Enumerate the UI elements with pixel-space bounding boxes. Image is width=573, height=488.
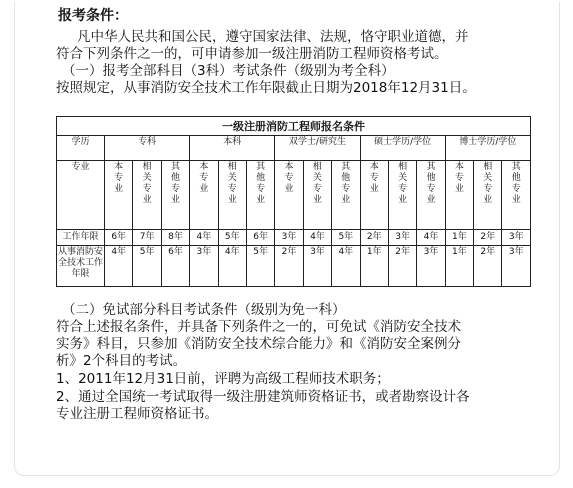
major-type-cell: [445, 161, 473, 230]
major-type-cell: [303, 161, 331, 230]
major-type-cell: [161, 161, 189, 230]
work-years-cell: 6年: [246, 230, 274, 246]
education-level-header: 本科: [190, 136, 275, 161]
exempt-years-cell: 1年: [445, 246, 473, 287]
major-type-cell: [246, 161, 274, 230]
work-years-cell: 5年: [218, 230, 246, 246]
work-years-cell: 7年: [133, 230, 161, 246]
exempt-years-cell: 2年: [388, 246, 416, 287]
work-years-cell: 5年: [332, 230, 360, 246]
major-type-label: 本专业: [284, 162, 294, 194]
exempt-years-cell: 6年: [161, 246, 189, 287]
work-years-cell: 4年: [417, 230, 445, 246]
major-type-cell: [417, 161, 445, 230]
exempt-years-cell: 4年: [332, 246, 360, 287]
major-type-label: 相关专业: [398, 162, 408, 205]
table-title: 一级注册消防工程师报名条件: [57, 117, 531, 136]
para1-line1: 凡中华人民共和国公民，遵守国家法律、法规，恪守职业道德，并: [77, 29, 469, 45]
major-type-cell: [133, 161, 161, 230]
education-level-header: 专科: [105, 136, 190, 161]
work-years-cell: 4年: [190, 230, 218, 246]
work-years-cell: 4年: [303, 230, 331, 246]
work-years-cell: 2年: [474, 230, 502, 246]
major-type-cell: [360, 161, 388, 230]
major-type-cell: [474, 161, 502, 230]
section2-title: （二）免试部分科目考试条件（级别为免一科）: [62, 302, 346, 318]
exempt-years-cell: 3年: [190, 246, 218, 287]
major-type-label: 相关专业: [483, 162, 493, 205]
major-type-label: 本专业: [199, 162, 209, 194]
major-type-cell: [275, 161, 303, 230]
exempt-years-cell: 3年: [303, 246, 331, 287]
work-years-cell: 1年: [445, 230, 473, 246]
major-type-cell: [502, 161, 531, 230]
exempt-years-cell: 3年: [502, 246, 531, 287]
work-years-cell: 3年: [502, 230, 531, 246]
major-type-label: 相关专业: [227, 162, 237, 205]
requirements-table: [56, 116, 531, 287]
work-years-cell: 2年: [360, 230, 388, 246]
exempt-years-cell: 4年: [218, 246, 246, 287]
exempt-years-cell: 5年: [246, 246, 274, 287]
section2-line1: 符合上述报名条件，并具备下列条件之一的，可免试《消防安全技术: [56, 319, 461, 335]
section2-line2: 实务》科目，只参加《消防安全技术综合能力》和《消防安全案例分: [56, 336, 461, 352]
work-years-cell: 6年: [105, 230, 133, 246]
major-type-cell: [105, 161, 133, 230]
major-type-label: 其他专业: [511, 162, 521, 205]
work-years-cell: 3年: [388, 230, 416, 246]
major-type-label: 其他专业: [256, 162, 266, 205]
major-type-label: 相关专业: [312, 162, 322, 205]
major-type-label: 本专业: [114, 162, 124, 194]
exempt-years-cell: 2年: [275, 246, 303, 287]
row-label-exempt-years: 从事消防安全技术工作年限: [57, 246, 105, 287]
exempt-years-cell: 3年: [417, 246, 445, 287]
major-type-label: 本专业: [454, 162, 464, 194]
heading: 报考条件：: [58, 8, 128, 24]
major-type-cell: [388, 161, 416, 230]
major-type-label: 其他专业: [341, 162, 351, 205]
section1-title: （一）报考全部科目（3科）考试条件（级别为考全科）: [62, 63, 395, 79]
row-label-work-years: 工作年限: [57, 230, 105, 246]
section2-line3: 析》2个科目的考试。: [56, 353, 187, 369]
education-level-header: 双学士/研究生: [275, 136, 360, 161]
major-type-label: 其他专业: [426, 162, 436, 205]
major-type-label: 其他专业: [170, 162, 180, 205]
major-type-label: 本专业: [369, 162, 379, 194]
major-type-cell: [190, 161, 218, 230]
section1-note: 按照规定，从事消防安全技术工作年限截止日期为2018年12月31日。: [56, 80, 476, 96]
work-years-cell: 3年: [275, 230, 303, 246]
exempt-years-cell: 4年: [105, 246, 133, 287]
item-2-line1: 2、通过全国统一考试取得一级注册建筑师资格证书，或者勘察设计各: [56, 389, 470, 405]
major-type-label: 相关专业: [142, 162, 152, 205]
row-label-education: 学历: [57, 136, 105, 161]
exempt-years-cell: 1年: [360, 246, 388, 287]
exempt-years-cell: 5年: [133, 246, 161, 287]
education-level-header: 硕士学历/学位: [360, 136, 445, 161]
work-years-cell: 8年: [161, 230, 189, 246]
exempt-years-cell: 2年: [474, 246, 502, 287]
row-label-major: 专业: [57, 161, 105, 230]
item-2-line2: 专业注册工程师资格证书。: [56, 406, 218, 422]
education-level-header: 博士学历/学位: [445, 136, 530, 161]
para1-line2: 符合下列条件之一的，可申请参加一级注册消防工程师资格考试。: [56, 46, 448, 62]
major-type-cell: [332, 161, 360, 230]
major-type-cell: [218, 161, 246, 230]
item-1: 1、2011年12月31日前，评聘为高级工程师技术职务；: [56, 371, 390, 387]
